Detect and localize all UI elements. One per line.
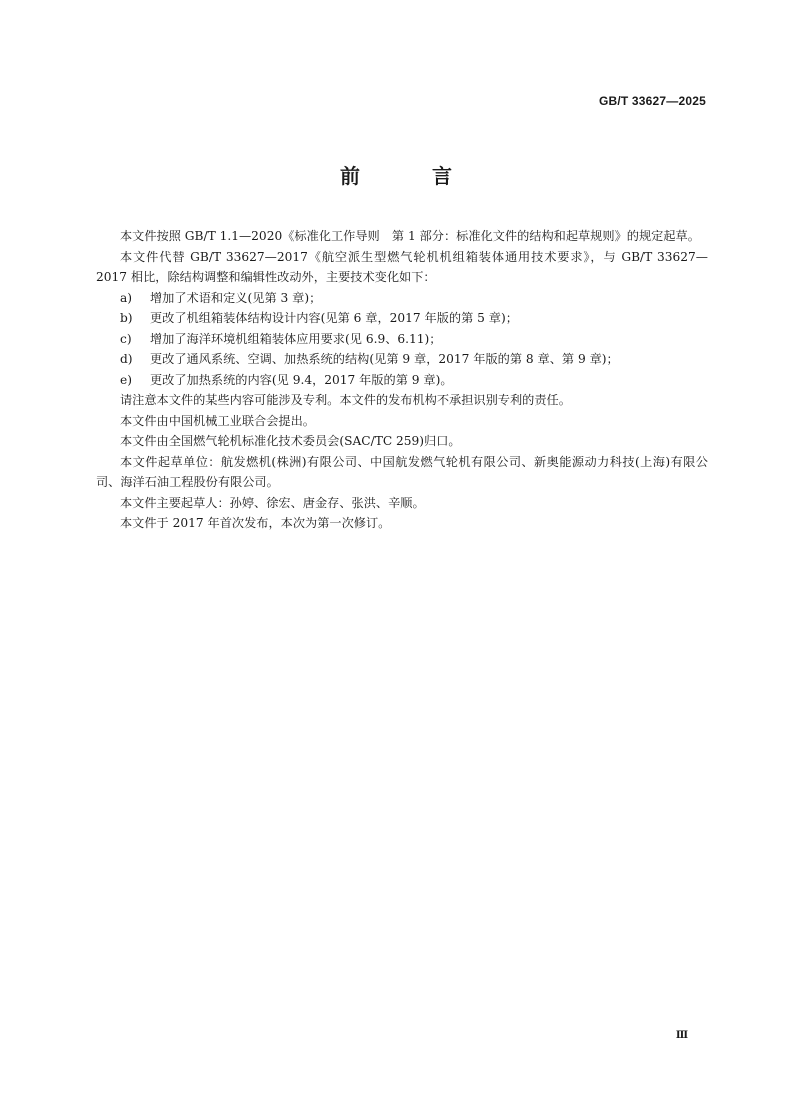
paragraph-drafting-rules: 本文件按照 GB/T 1.1—2020《标准化工作导则 第 1 部分：标准化文件的结构和起草规则》的规定起草。 [120,229,700,243]
change-text: 增加了海洋环境机组箱装体应用要求(见 6.9、6.11)； [150,331,442,346]
change-item-b [96,308,708,329]
foreword-body [96,226,708,534]
change-text: 更改了通风系统、空调、加热系统的结构(见第 9 章，2017 年版的第 8 章、第 9 章)； [150,352,619,366]
paragraph-drafting-units: 本文件起草单位：航发燃机(株洲)有限公司、中国航发燃气轮机有限公司、新奥能源动力科技(上海)有限公司、海洋石油工程股份有限公司。 [96,454,708,489]
list-marker: b) [120,311,133,325]
paragraph-proposer: 本文件由中国机械工业联合会提出。 [120,413,315,428]
change-text: 更改了机组箱装体结构设计内容(见第 6 章，2017 年版的第 5 章)； [150,311,518,325]
list-marker: e) [120,372,132,387]
paragraph-revision-history: 本文件于 2017 年首次发布，本次为第一次修订。 [120,516,391,530]
change-item-c [96,329,708,350]
paragraph-committee: 本文件由全国燃气轮机标准化技术委员会(SAC/TC 259)归口。 [120,434,461,448]
paragraph-drafters: 本文件主要起草人：孙婷、徐宏、唐金存、张洪、辛顺。 [120,495,425,510]
change-item-a [96,288,708,309]
standard-code: GB/T 33627—2025 [598,94,706,108]
page-number: Ⅲ [675,1030,688,1041]
list-marker: c) [120,331,132,346]
change-item-d [96,349,708,370]
change-item-e [96,370,708,391]
list-marker: d) [120,352,133,366]
change-text: 更改了加热系统的内容(见 9.4，2017 年版的第 9 章)。 [150,372,453,387]
change-text: 增加了术语和定义(见第 3 章)； [150,290,322,305]
list-marker: a) [120,290,133,305]
paragraph-patent-notice: 请注意本文件的某些内容可能涉及专利。本文件的发布机构不承担识别专利的责任。 [120,393,571,407]
paragraph-replacement: 本文件代替 GB/T 33627—2017《航空派生型燃气轮机机组箱装体通用技术要求》，与 GB/T 33627—2017 相比，除结构调整和编辑性改动外，主要技术变化如下： [96,249,708,284]
page-title: 前 言 [340,164,478,188]
